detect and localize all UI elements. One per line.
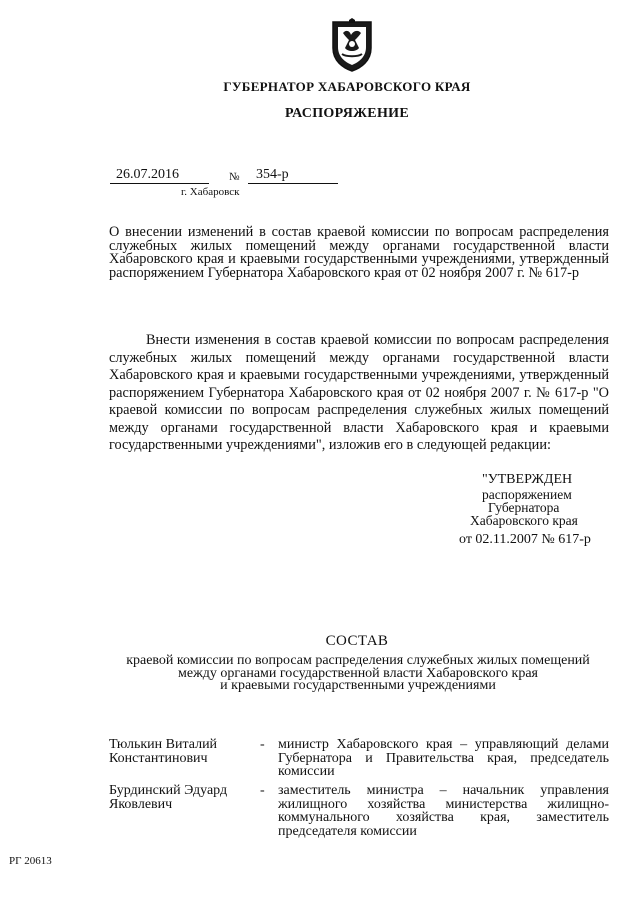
document-subject: О внесении изменений в состав краевой комиссии по вопросам распределения служебных жилых помещений между органами государственной власти Хабаровского края и краевыми государственными учреждениями, утвержденный распоряжением Губернатора Хабаровского края от 02 ноября 2007 г. № 617-р xyxy=(109,224,609,281)
city-label: г. Хабаровск xyxy=(181,186,240,198)
approval-stamp-text xyxy=(440,472,640,548)
organization-title: ГУБЕРНАТОР ХАБАРОВСКОГО КРАЯ xyxy=(223,79,471,94)
member-role: министр Хабаровского края – управляющий делами Губернатора и Правительства края, председатель комиссии xyxy=(278,737,609,779)
member-role: заместитель министра – начальник управления жилищного хозяйства министерства жилищно-коммунального хозяйства края, заместитель председателя комиссии xyxy=(278,783,609,839)
member-dash: - xyxy=(260,737,265,752)
approved-line: "УТВЕРЖДЕН xyxy=(482,472,573,487)
approved-line: распоряжением xyxy=(482,487,572,502)
composition-title: СОСТАВ xyxy=(325,633,389,649)
document-number: 354-р xyxy=(248,167,338,184)
document-type: РАСПОРЯЖЕНИЕ xyxy=(285,106,409,121)
document-date: 26.07.2016 xyxy=(110,167,209,184)
composition-subtitle-line: между органами государственной власти Хабаровского края xyxy=(178,665,538,681)
member-row xyxy=(109,784,609,854)
composition-subtitle-line: краевой комиссии по вопросам распределения служебных жилых помещений xyxy=(126,653,590,668)
approved-line: Губернатора xyxy=(488,500,560,515)
footer-code: РГ 20613 xyxy=(9,855,52,867)
number-mark: № xyxy=(229,171,240,183)
coat-of-arms-icon xyxy=(329,18,375,72)
member-row xyxy=(109,738,609,788)
approved-line: от 02.11.2007 № 617-р xyxy=(459,532,591,547)
member-name: Тюлькин Виталий Константинович xyxy=(109,737,218,766)
document-body: Внести изменения в состав краевой комиссии по вопросам распределения служебных жилых помещений между органами государственной власти Хабаровского края и краевыми государственными учреждениями, утвержденный распоряжением Губернатора Хабаровского края от 02 ноября 2007 г. № 617-р "О краевой комиссии по вопросам распределения служебных жилых помещений между органами государственной власти Хабаровского края и краевыми государственными учреждениями", изложив его в следующей редакции: xyxy=(109,332,609,453)
approved-line: Хабаровского края xyxy=(470,513,578,528)
composition-subtitle-line: и краевыми государственными учреждениями xyxy=(220,678,496,693)
member-name: Бурдинский Эдуард Яковлевич xyxy=(109,783,228,812)
member-dash: - xyxy=(260,783,265,798)
composition-subtitle xyxy=(108,655,608,693)
